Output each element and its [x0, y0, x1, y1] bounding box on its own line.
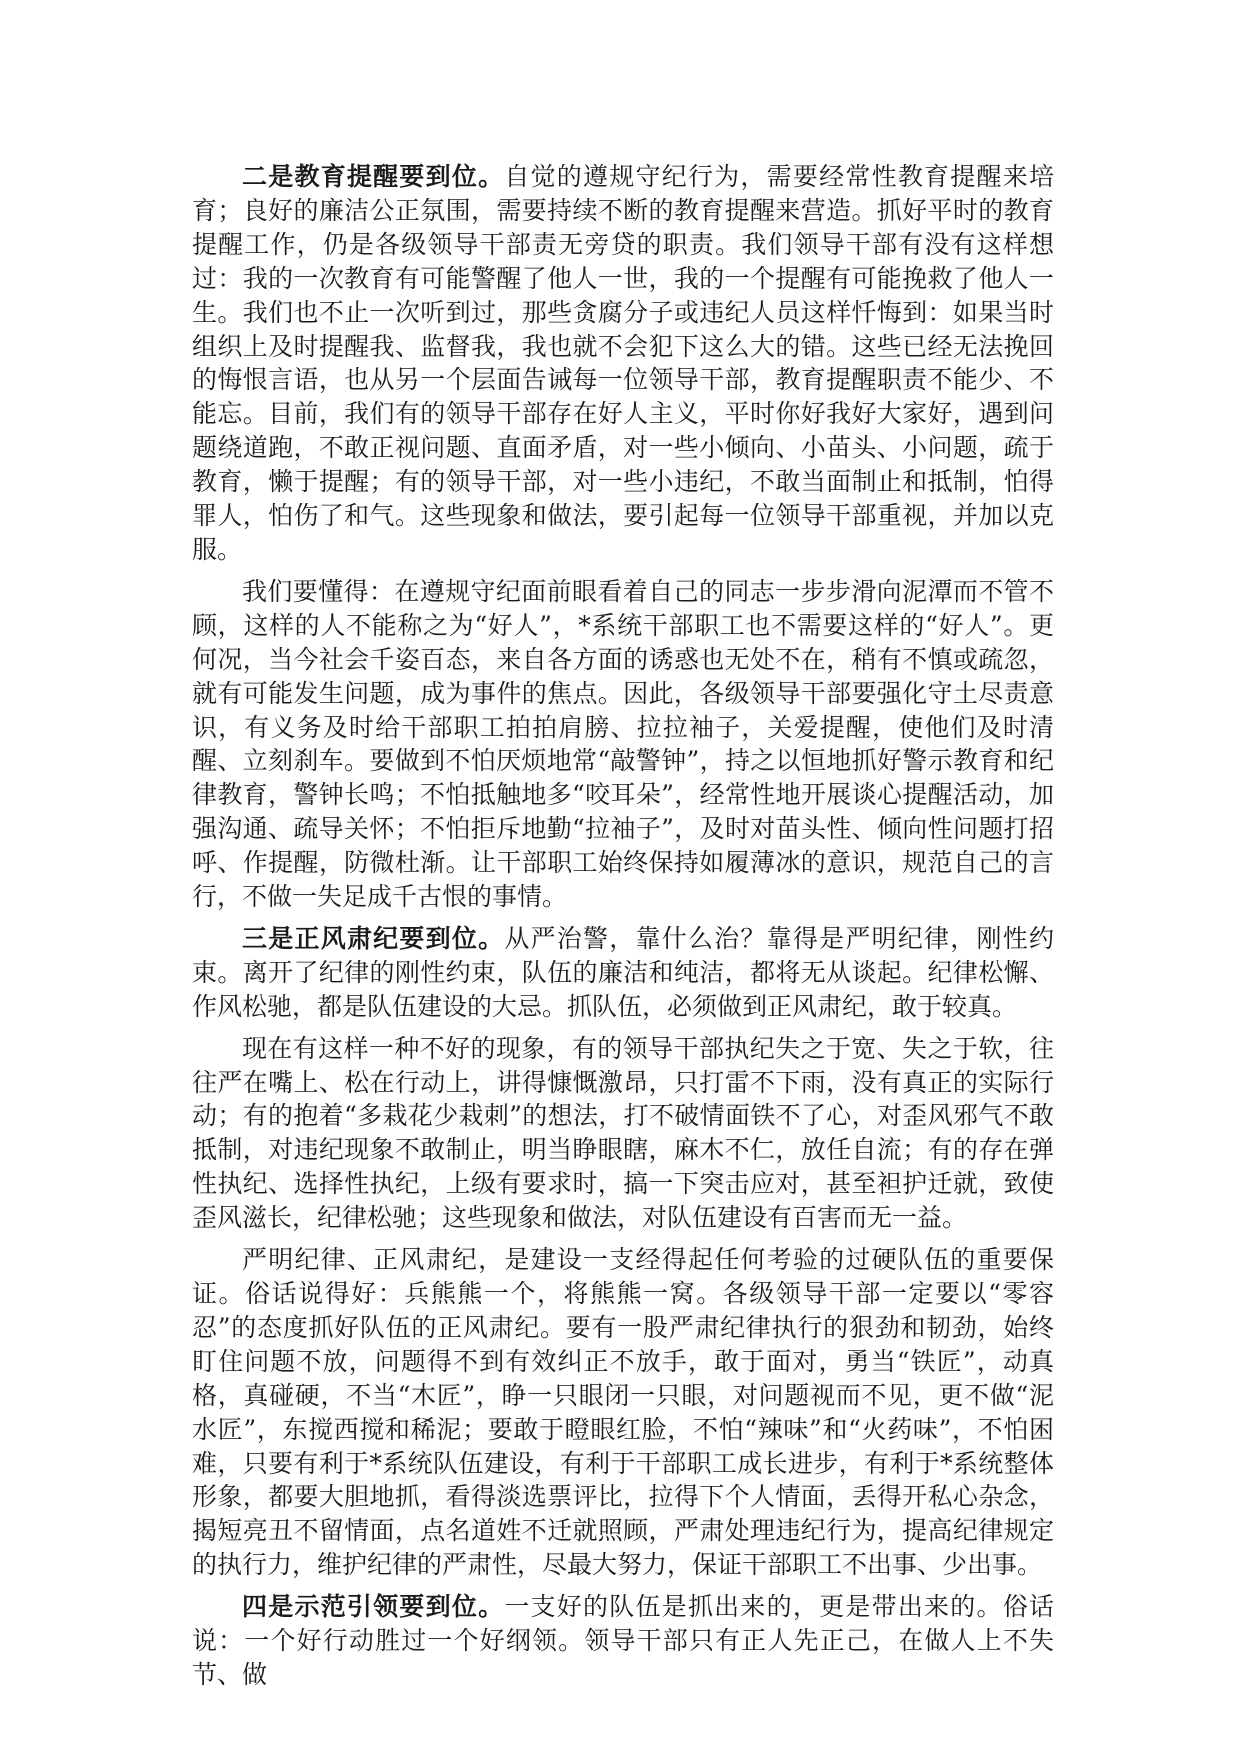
paragraph-text: 一支好的队伍是抓出来的，更是带出来的。俗话说：一个好行动胜过一个好纲领。领导干部只有正人先正己，在做人上不失节、做: [192, 1592, 1054, 1689]
paragraph-understanding: [192, 575, 1054, 914]
paragraph-strict-discipline: [192, 1243, 1054, 1582]
section-heading-discipline: 三是正风肃纪要到位。: [242, 923, 505, 953]
paragraph-text: 现在有这样一种不好的现象，有的领导干部执纪失之于宽、失之于软，往往严在嘴上、松在行动上，讲得慷慨激昂，只打雷不下雨，没有真正的实际行动；有的抱着“多栽花少栽刺”的想法，打不破情面铁不了心，对歪风邪气不敢抵制，对违纪现象不敢制止，明当睁眼瞎，麻木不仁，放任自流；有的存在弹性执纪、选择性执纪，上级有要求时，搞一下突击应对，甚至袒护迁就，致使歪风滋长，纪律松驰；这些现象和做法，对队伍建设有百害而无一益。: [192, 1033, 1054, 1233]
section-heading-education-reminder: 二是教育提醒要到位。: [242, 162, 505, 191]
paragraph-text: 从严治警，靠什么治？靠得是严明纪律，刚性约束。离开了纪律的刚性约束，队伍的廉洁和纯洁，都将无从谈起。纪律松懈、作风松驰，都是队伍建设的大忌。抓队伍，必须做到正风肃纪，敢于较真。: [192, 923, 1054, 1021]
section-heading-exemplary-leadership: 四是示范引领要到位。: [242, 1592, 505, 1622]
paragraph-education-reminder: [192, 160, 1054, 567]
paragraph-discipline: [192, 922, 1054, 1024]
paragraph-exemplary-leadership: [192, 1590, 1054, 1692]
paragraph-text: 自觉的遵规守纪行为，需要经常性教育提醒来培育；良好的廉洁公正氛围，需要持续不断的教育提醒来营造。抓好平时的教育提醒工作，仍是各级领导干部责无旁贷的职责。我们领导干部有没有这样想过：我的一次教育有可能警醒了他人一世，我的一个提醒有可能挽救了他人一生。我们也不止一次听到过，那些贪腐分子或违纪人员这样忏悔到：如果当时组织上及时提醒我、监督我，我也就不会犯下这么大的错。这些已经无法挽回的悔恨言语，也从另一个层面告诫每一位领导干部，教育提醒职责不能少、不能忘。目前，我们有的领导干部存在好人主义，平时你好我好大家好，遇到问题绕道跑，不敢正视问题、直面矛盾，对一些小倾向、小苗头、小问题，疏于教育，懒于提醒；有的领导干部，对一些小违纪，不敢当面制止和抵制，怕得罪人，怕伤了和气。这些现象和做法，要引起每一位领导干部重视，并加以克服。: [192, 162, 1054, 564]
document-page: [192, 160, 1054, 1700]
paragraph-text: 严明纪律、正风肃纪，是建设一支经得起任何考验的过硬队伍的重要保证。俗话说得好：兵熊熊一个，将熊熊一窝。各级领导干部一定要以“零容忍”的态度抓好队伍的正风肃纪。要有一股严肃纪律执行的狠劲和韧劲，始终盯住问题不放，问题得不到有效纠正不放手，敢于面对，勇当“铁匠”，动真格，真碰硬，不当“木匠”，睁一只眼闭一只眼，对问题视而不见，更不做“泥水匠”，东搅西搅和稀泥；要敢于瞪眼红脸，不怕“辣味”和“火药味”，不怕困难，只要有利于*系统队伍建设，有利于干部职工成长进步，有利于*系统整体形象，都要大胆地抓，看得淡选票评比，拉得下个人情面，丢得开私心杂念，揭短亮丑不留情面，点名道姓不迁就照顾，严肃处理违纪行为，提高纪律规定的执行力，维护纪律的严肃性，尽最大努力，保证干部职工不出事、少出事。: [192, 1245, 1054, 1580]
paragraph-bad-phenomena: [192, 1032, 1054, 1235]
paragraph-text: 我们要懂得：在遵规守纪面前眼看着自己的同志一步步滑向泥潭而不管不顾，这样的人不能称之为“好人”，*系统干部职工也不需要这样的“好人”。更何况，当今社会千姿百态，来自各方面的诱惑也无处不在，稍有不慎或疏忽，就有可能发生问题，成为事件的焦点。因此，各级领导干部要强化守土尽责意识，有义务及时给干部职工拍拍肩膀、拉拉袖子，关爱提醒，使他们及时清醒、立刻刹车。要做到不怕厌烦地常“敲警钟”，持之以恒地抓好警示教育和纪律教育，警钟长鸣；不怕抵触地多“咬耳朵”，经常性地开展谈心提醒活动，加强沟通、疏导关怀；不怕拒斥地勤“拉袖子”，及时对苗头性、倾向性问题打招呼、作提醒，防微杜渐。让干部职工始终保持如履薄冰的意识，规范自己的言行，不做一失足成千古恨的事情。: [192, 576, 1054, 912]
